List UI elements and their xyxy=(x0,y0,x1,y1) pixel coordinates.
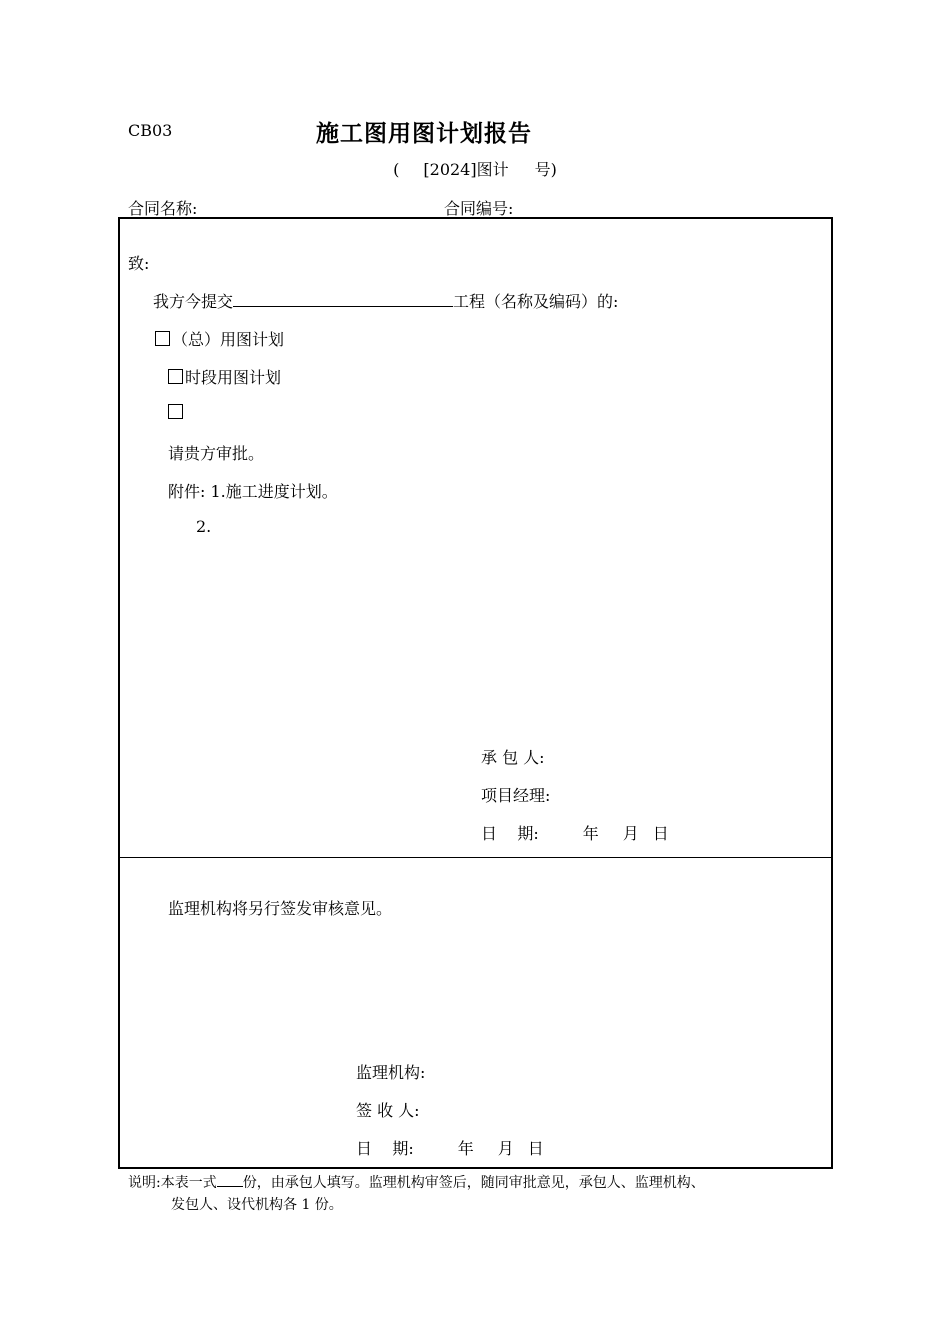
contractor-label: 承 包 人: xyxy=(481,748,545,767)
date-year: 年 xyxy=(457,1139,474,1158)
upper-date-line xyxy=(481,821,669,844)
submit-prefix: 我方今提交 xyxy=(153,292,234,311)
attachment-1: 附件: 1.施工进度计划。 xyxy=(168,482,338,501)
footnote-line-2: 发包人、设代机构各 1 份。 xyxy=(171,1197,343,1213)
form-code: CB03 xyxy=(128,121,173,140)
copies-blank[interactable] xyxy=(217,1174,243,1187)
footnote-b: 份，由承包人填写。监理机构审签后，随同审批意见，承包人、监理机构、 xyxy=(242,1175,705,1191)
option-total-label: （总）用图计划 xyxy=(172,330,285,349)
date-month: 月 xyxy=(497,1139,514,1158)
request-text: 请贵方审批。 xyxy=(168,444,265,463)
agency-label: 监理机构: xyxy=(356,1063,426,1082)
submit-line xyxy=(153,289,618,312)
contract-name-label: 合同名称: xyxy=(128,199,198,218)
option-period xyxy=(168,365,281,388)
to-label: 致: xyxy=(128,254,150,273)
section-divider xyxy=(120,857,831,858)
checkbox-icon[interactable] xyxy=(168,404,183,419)
option-total xyxy=(155,327,284,350)
serial-number xyxy=(0,157,950,180)
page-title: 施工图用图计划报告 xyxy=(316,120,532,147)
date-day: 日 xyxy=(527,1139,544,1158)
option-other xyxy=(168,403,185,422)
attachment-2: 2. xyxy=(196,517,212,536)
serial-close: 号) xyxy=(534,160,557,179)
date-label: 日 期: xyxy=(481,824,539,843)
lower-date-line xyxy=(356,1136,544,1159)
checkbox-icon[interactable] xyxy=(168,369,183,384)
form-box xyxy=(118,217,833,1169)
date-year: 年 xyxy=(582,824,599,843)
serial-mid: [2024]图计 xyxy=(423,160,509,179)
option-period-label: 时段用图计划 xyxy=(185,368,282,387)
manager-label: 项目经理: xyxy=(481,786,551,805)
submit-suffix: 工程（名称及编码）的: xyxy=(453,292,619,311)
date-month: 月 xyxy=(622,824,639,843)
date-day: 日 xyxy=(652,824,669,843)
opinion-text: 监理机构将另行签发审核意见。 xyxy=(168,899,393,918)
footnote-a: 说明:本表一式 xyxy=(128,1175,217,1191)
receiver-label: 签 收 人: xyxy=(356,1101,420,1120)
serial-open: ( xyxy=(393,160,400,179)
checkbox-icon[interactable] xyxy=(155,331,170,346)
date-label: 日 期: xyxy=(356,1139,414,1158)
project-name-blank[interactable] xyxy=(233,292,453,307)
footnote-line-1 xyxy=(128,1172,705,1194)
contract-no-label: 合同编号: xyxy=(444,199,514,218)
